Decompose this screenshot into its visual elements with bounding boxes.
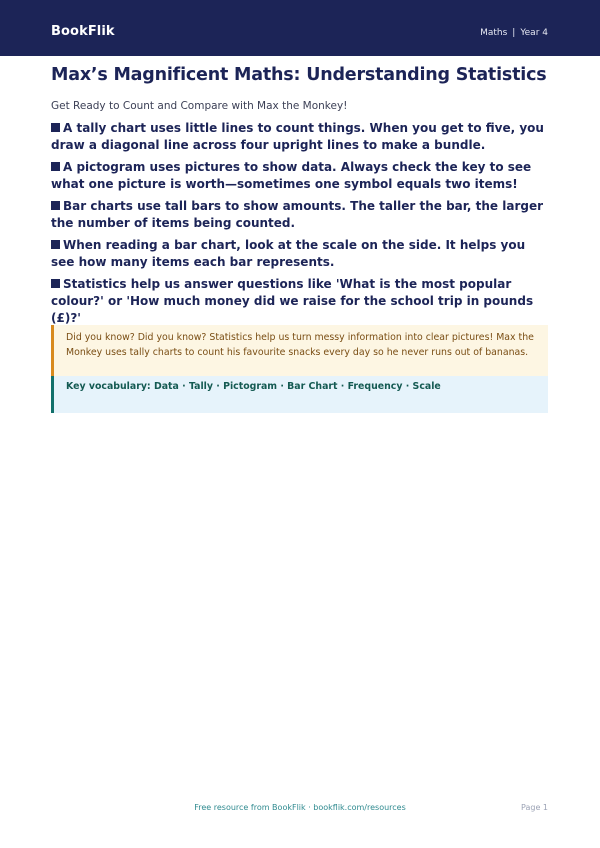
- list-item: [51, 237, 551, 271]
- list-item: [51, 198, 551, 232]
- page-footer: [0, 803, 600, 815]
- footer-credit[interactable]: Free resource from BookFlik · bookflik.com/resources: [194, 803, 406, 812]
- year-label: Year 4: [520, 28, 548, 38]
- brand-logo[interactable]: BookFlik: [51, 24, 115, 39]
- square-bullet-icon: [51, 240, 60, 249]
- page-subtitle: Get Ready to Count and Compare with Max the Monkey!: [51, 100, 348, 112]
- square-bullet-icon: [51, 201, 60, 210]
- square-bullet-icon: [51, 279, 60, 288]
- key-vocabulary-box: [51, 376, 548, 413]
- square-bullet-icon: [51, 123, 60, 132]
- vocabulary-text: Key vocabulary: Data · Tally · Pictogram · Bar Chart · Frequency · Scale: [66, 381, 441, 392]
- subject-label: Maths: [480, 28, 508, 38]
- square-bullet-icon: [51, 162, 60, 171]
- callout-text: Did you know? Did you know? Statistics help us turn messy information into clear pictures! Max the Monkey uses tally charts to count his favourite snacks every day so he never runs out of bananas.: [66, 332, 534, 358]
- list-item-text: When reading a bar chart, look at the scale on the side. It helps you see how many items each bar represents.: [51, 238, 526, 269]
- list-item: [51, 120, 551, 154]
- list-item-text: A pictogram uses pictures to show data. Always check the key to see what one picture is worth—sometimes one symbol equals two items!: [51, 160, 532, 191]
- fact-list: [51, 120, 551, 332]
- list-item-text: Bar charts use tall bars to show amounts. The taller the bar, the larger the number of items being counted.: [51, 199, 544, 230]
- page-title: Max’s Magnificent Maths: Understanding Statistics: [51, 65, 547, 85]
- header-bar: [0, 0, 600, 56]
- header-separator: |: [512, 28, 516, 38]
- did-you-know-callout: [51, 325, 548, 376]
- page-number: Page 1: [521, 803, 548, 812]
- list-item: [51, 159, 551, 193]
- list-item-text: Statistics help us answer questions like 'What is the most popular colour?' or 'How much money did we raise for the school trip in pounds (£)?': [51, 277, 534, 325]
- header-meta: [480, 28, 548, 38]
- list-item-text: A tally chart uses little lines to count things. When you get to five, you draw a diagonal line across four upright lines to make a bundle.: [51, 121, 544, 152]
- list-item: [51, 276, 551, 327]
